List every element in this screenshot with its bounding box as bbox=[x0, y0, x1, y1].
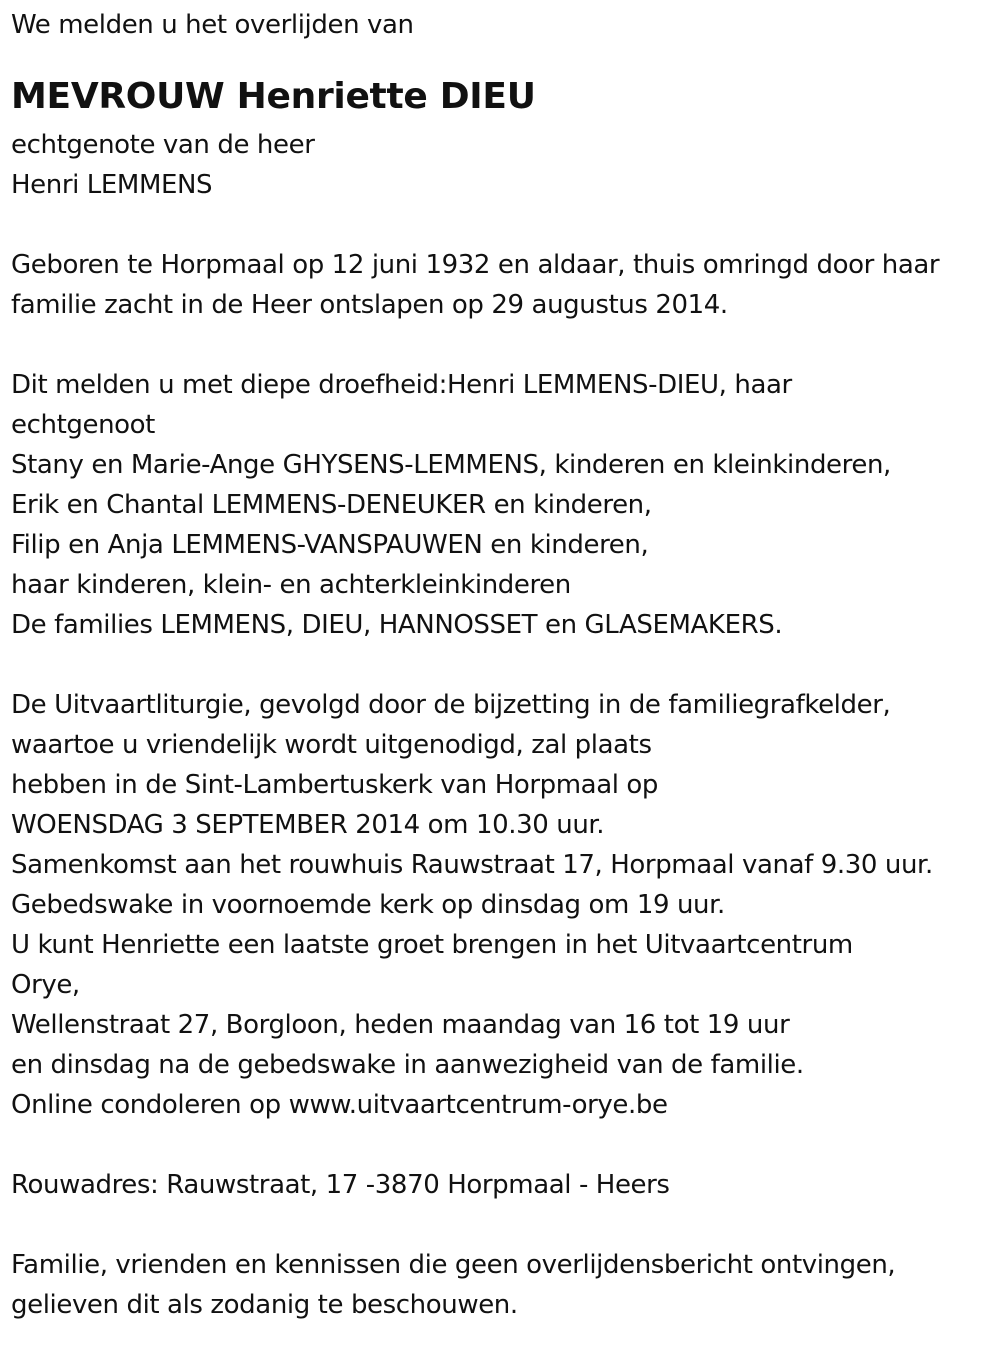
funeral-line: WOENSDAG 3 SEPTEMBER 2014 om 10.30 uur. bbox=[11, 810, 605, 840]
mourners-line: Erik en Chantal LEMMENS-DENEUKER en kinderen, bbox=[11, 490, 652, 520]
obituary-notice bbox=[11, 5, 996, 1325]
funeral-line: Samenkomst aan het rouwhuis Rauwstraat 17, Horpmaal vanaf 9.30 uur. bbox=[11, 850, 933, 880]
spacer bbox=[11, 645, 996, 685]
mourners-line: Dit melden u met diepe droefheid:Henri LEMMENS-DIEU, haar bbox=[11, 370, 792, 400]
funeral-line: Gebedswake in voornoemde kerk op dinsdag om 19 uur. bbox=[11, 890, 725, 920]
funeral-line: hebben in de Sint-Lambertuskerk van Horpmaal op bbox=[11, 770, 659, 800]
mourners-line: Filip en Anja LEMMENS-VANSPAUWEN en kinderen, bbox=[11, 530, 649, 560]
funeral-line: Orye, bbox=[11, 970, 80, 1000]
mourners-line: haar kinderen, klein- en achterkleinkinderen bbox=[11, 570, 571, 600]
funeral-line: Wellenstraat 27, Borgloon, heden maandag van 16 tot 19 uur bbox=[11, 1010, 790, 1040]
intro-text: We melden u het overlijden van bbox=[11, 10, 414, 40]
spacer bbox=[11, 205, 996, 245]
mourners-line: echtgenoot bbox=[11, 410, 155, 440]
condolence-link-text: Online condoleren op www.uitvaartcentrum-orye.be bbox=[11, 1090, 668, 1120]
funeral-line: en dinsdag na de gebedswake in aanwezigheid van de familie. bbox=[11, 1050, 804, 1080]
deceased-name: MEVROUW Henriette DIEU bbox=[11, 76, 536, 117]
funeral-line: De Uitvaartliturgie, gevolgd door de bijzetting in de familiegrafkelder, bbox=[11, 690, 891, 720]
closing-line: gelieven dit als zodanig te beschouwen. bbox=[11, 1290, 518, 1320]
spacer bbox=[11, 1205, 996, 1245]
funeral-line: U kunt Henriette een laatste groet brengen in het Uitvaartcentrum bbox=[11, 930, 853, 960]
closing-line: Familie, vrienden en kennissen die geen overlijdensbericht ontvingen, bbox=[11, 1250, 896, 1280]
mourners-line: Stany en Marie-Ange GHYSENS-LEMMENS, kinderen en kleinkinderen, bbox=[11, 450, 891, 480]
funeral-line: waartoe u vriendelijk wordt uitgenodigd, zal plaats bbox=[11, 730, 652, 760]
spouse-line: echtgenote van de heer bbox=[11, 130, 315, 160]
spacer bbox=[11, 45, 996, 69]
spouse-line: Henri LEMMENS bbox=[11, 170, 213, 200]
spacer bbox=[11, 325, 996, 365]
birth-death-line: Geboren te Horpmaal op 12 juni 1932 en aldaar, thuis omringd door haar bbox=[11, 250, 940, 280]
birth-death-line: familie zacht in de Heer ontslapen op 29 augustus 2014. bbox=[11, 290, 728, 320]
mourning-address: Rouwadres: Rauwstraat, 17 -3870 Horpmaal - Heers bbox=[11, 1170, 670, 1200]
mourners-line: De families LEMMENS, DIEU, HANNOSSET en GLASEMAKERS. bbox=[11, 610, 783, 640]
spacer bbox=[11, 1125, 996, 1165]
